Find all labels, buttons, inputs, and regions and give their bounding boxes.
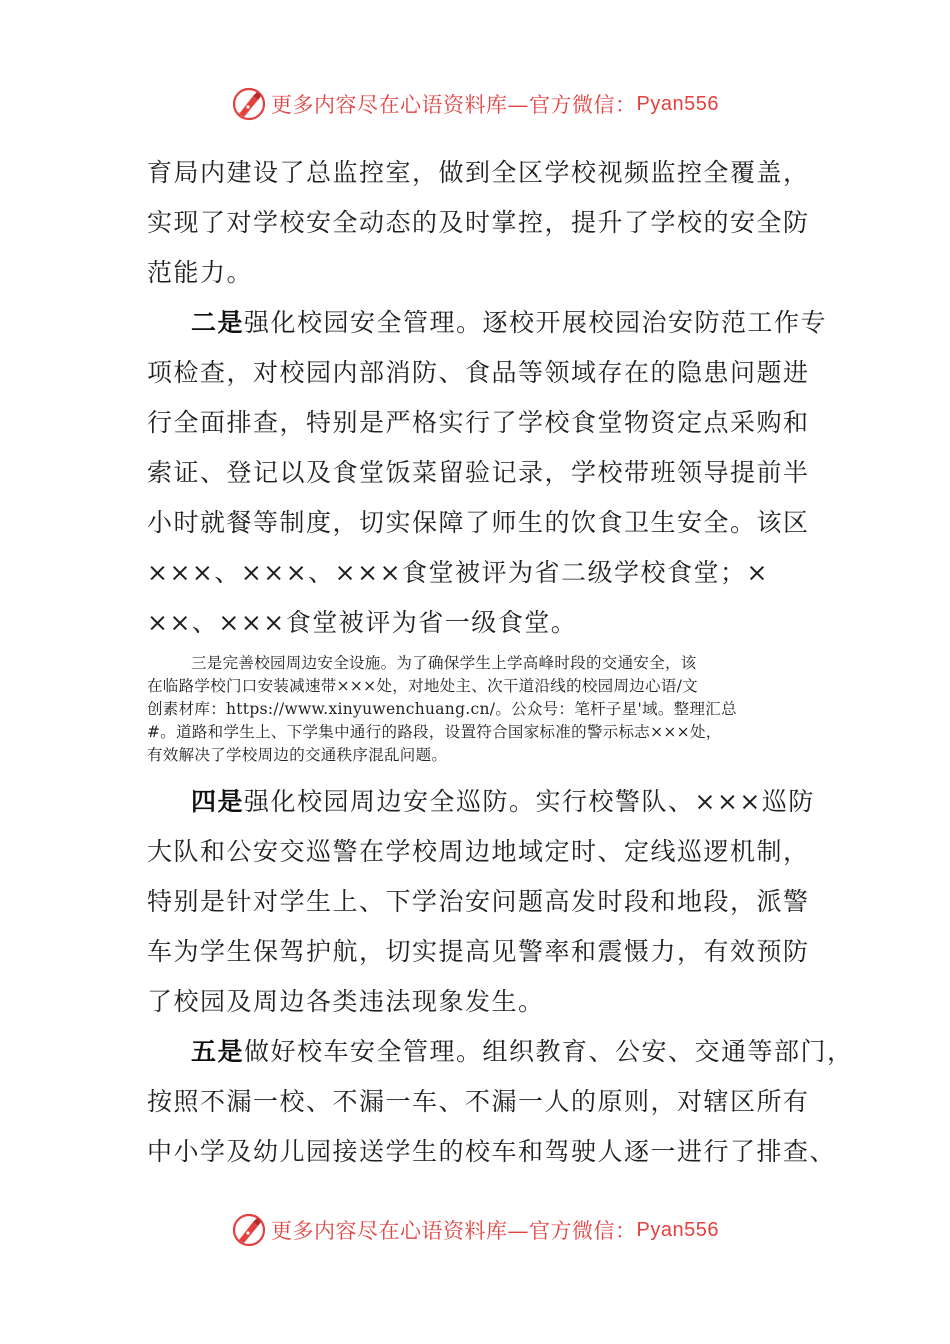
text-line: ××、×××食堂被评为省一级食堂。	[147, 608, 578, 637]
document-body	[147, 148, 854, 1177]
text-line: 特别是针对学生上、下学治安问题高发时段和地段，派警	[147, 887, 810, 916]
text-line: 范能力。	[147, 258, 254, 287]
text-line: 在临路学校门口安装减速带×××处，对地处主、次干道沿线的校园周边心语/文	[147, 677, 698, 695]
banner-wechat-id: Pyan556	[636, 92, 719, 115]
banner-text: 更多内容尽在心语资料库—官方微信：	[271, 1219, 637, 1243]
text-line	[147, 1027, 854, 1077]
pen-nib-logo-icon	[231, 1212, 267, 1248]
text-line: #。道路和学生上、下学集中通行的路段，设置符合国家标准的警示标志×××处，	[147, 723, 722, 741]
text-line: 有效解决了学校周边的交通秩序混乱问题。	[147, 746, 448, 764]
footer-watermark-banner	[0, 1210, 950, 1250]
text-line: 育局内建设了总监控室，做到全区学校视频监控全覆盖，	[147, 158, 810, 187]
banner-text: 更多内容尽在心语资料库—官方微信：	[271, 93, 637, 117]
text-line: 实现了对学校安全动态的及时掌控，提升了学校的安全防	[147, 208, 810, 237]
paragraph-2	[147, 298, 827, 648]
text-line: 索证、登记以及食堂饭菜留验记录，学校带班领导提前半	[147, 458, 810, 487]
text-line: 车为学生保驾护航，切实提高见警率和震慑力，有效预防	[147, 937, 810, 966]
text-line: 了校园及周边各类违法现象发生。	[147, 987, 545, 1016]
banner-wechat-id: Pyan556	[636, 1218, 719, 1241]
paragraph-lead: 四是	[191, 787, 245, 816]
pen-nib-logo-icon	[231, 86, 267, 122]
paragraph-lead: 二是	[191, 308, 245, 337]
paragraph-1	[147, 148, 827, 298]
text-line: 大队和公安交巡警在学校周边地域定时、定线巡逻机制，	[147, 837, 810, 866]
paragraph-lead: 五是	[191, 1037, 245, 1066]
header-watermark-banner	[0, 84, 950, 124]
paragraph-3-small	[147, 652, 827, 767]
text-line: 行全面排查，特别是严格实行了学校食堂物资定点采购和	[147, 408, 810, 437]
paragraph-4	[147, 777, 827, 1027]
text-line: 创素材库：https://www.xinyuwenchuang.cn/。公众号：笔杆子星'域。整理汇总	[147, 700, 737, 718]
text-line: 中小学及幼儿园接送学生的校车和驾驶人逐一进行了排查、	[147, 1137, 837, 1166]
text-line: 项检查，对校园内部消防、食品等领域存在的隐患问题进	[147, 358, 810, 387]
text-line-rest: 做好校车安全管理。组织教育、公安、交通等部门，	[244, 1037, 854, 1066]
text-line: 小时就餐等制度，切实保障了师生的饮食卫生安全。该区	[147, 508, 810, 537]
text-line: ×××、×××、×××食堂被评为省二级学校食堂；×	[147, 558, 769, 587]
text-line	[147, 298, 827, 348]
text-line: 三是完善校园周边安全设施。为了确保学生上学高峰时段的交通安全，该	[191, 654, 697, 672]
text-line	[147, 777, 827, 827]
text-line: 按照不漏一校、不漏一车、不漏一人的原则，对辖区所有	[147, 1087, 810, 1116]
text-line-rest: 强化校园安全管理。逐校开展校园治安防范工作专	[244, 308, 828, 337]
paragraph-5	[147, 1027, 854, 1177]
text-line-rest: 强化校园周边安全巡防。实行校警队、×××巡防	[244, 787, 815, 816]
